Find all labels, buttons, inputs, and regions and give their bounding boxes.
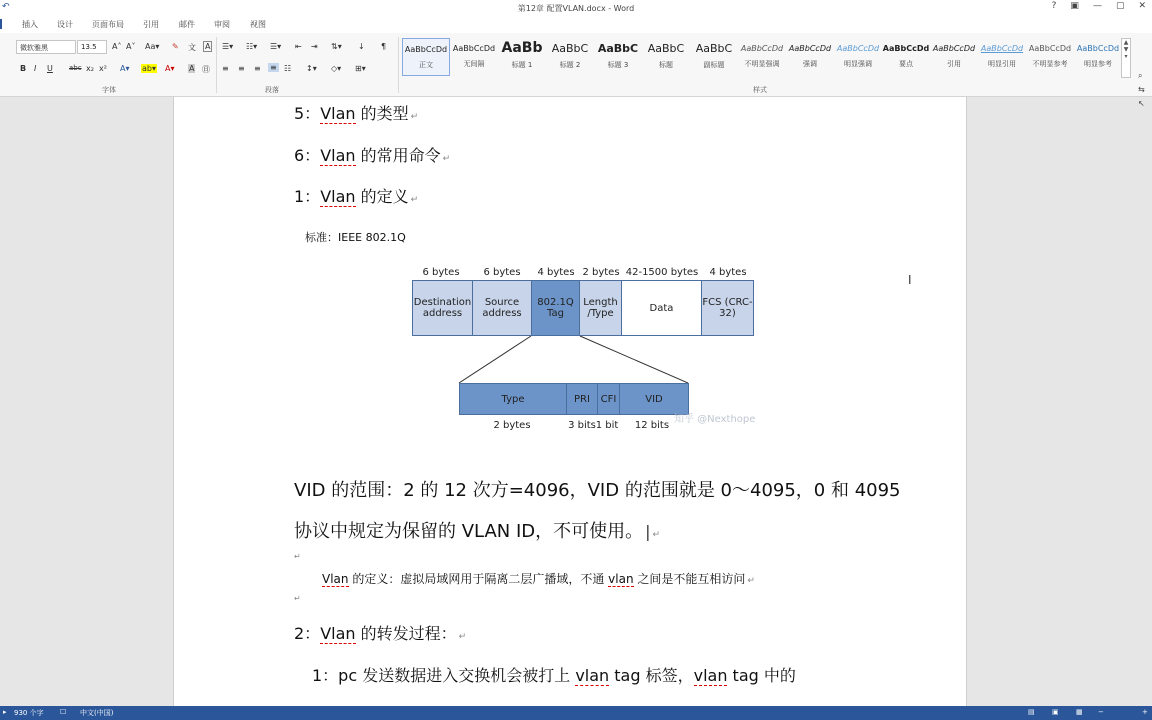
style-intense-emphasis[interactable] [834,38,882,76]
step-text: tag 中的 [727,666,796,685]
tab-insert[interactable]: 插入 [22,20,38,29]
definition-text: 的定义：虚拟局域网用于隔离二层广播域，不通 [348,572,609,586]
heading-number: 6： [294,146,321,165]
style-name: 明显参考 [1084,60,1112,68]
style-sample: AaBbCcDd [836,44,880,53]
size-label: 4 bytes [537,267,575,278]
empty-paragraph-mark: ↵ [294,594,301,603]
style-sample: AaBbC [597,42,639,55]
destination-address-cell: Destination address [412,280,473,336]
size-label: 2 bytes [493,420,531,431]
font-name-value: 微软雅黑 [20,44,48,52]
style-normal[interactable] [402,38,450,76]
style-sample: AaBbCcDd [404,45,448,54]
strikethrough-icon[interactable]: abc [69,64,82,72]
data-cell: Data [621,280,702,336]
change-case-icon[interactable]: Aa▾ [145,42,160,51]
styles-gallery [402,38,1130,78]
shrink-font-icon[interactable]: A˅ [126,42,136,51]
show-marks-icon[interactable]: ¶ [381,42,387,51]
zoom-out-icon[interactable]: − [1098,708,1104,716]
step-text: 1：pc 发送数据进入交换机会被打上 [312,666,576,685]
sort-icon[interactable]: ⇅▾ [331,42,342,51]
char-border-icon[interactable]: A [205,42,211,51]
vlan-word: Vlan [320,624,356,643]
select-icon[interactable]: ↖ [1138,99,1145,108]
style-sample: AaBbC [647,42,685,55]
cfi-cell: CFI [597,383,620,415]
find-icon[interactable]: ⌕ [1138,71,1143,80]
sort-az-icon[interactable]: ↓ [358,42,365,51]
text-effects-icon[interactable]: A▾ [120,64,130,73]
style-emphasis[interactable] [786,38,834,76]
style-subtle-emphasis[interactable] [738,38,786,76]
style-sample: AaBb [501,40,543,56]
group-paragraph-label: 段落 [265,86,279,94]
underline-icon[interactable]: U [47,64,53,73]
vid-range-text: VID 的范围：2 的 12 次方=4096，VID 的范围就是 0～4095，0 和 4095 [294,480,901,501]
vlan-word: Vlan [322,572,349,586]
title-bar [0,0,1152,16]
heading-text: 的定义 [355,187,409,206]
standard-label: 标准：IEEE 802.1Q [305,231,406,244]
style-name: 标题 [659,61,673,69]
align-center-icon[interactable]: ≡ [238,64,245,73]
group-styles-label: 样式 [753,86,767,94]
tab-layout[interactable]: 页面布局 [92,20,124,29]
vlan-word: vlan [608,572,634,586]
tag-cell: 802.1Q Tag [531,280,580,336]
style-name: 强调 [803,60,817,68]
paragraph-mark-icon: ↵ [652,530,661,540]
style-sample: AaBbCcDd [1028,44,1072,53]
vid-reserved-text [294,517,660,543]
style-intense-reference[interactable] [1074,38,1122,76]
status-bar [0,706,1152,720]
paragraph-mark-icon: ↵ [442,154,451,164]
italic-icon[interactable]: I [34,64,37,73]
style-name: 标题 2 [559,61,581,69]
borders-icon[interactable]: ⊞▾ [355,64,366,73]
heading-text: 的类型 [355,104,409,123]
subscript-icon[interactable]: x₂ [86,64,94,73]
tab-view[interactable]: 视图 [250,20,266,29]
vlan-definition [322,570,755,587]
style-name: 正文 [419,61,433,69]
type-cell: Type [459,383,567,415]
read-mode-icon[interactable]: ▤ [1028,708,1035,716]
file-tab-marker[interactable] [0,19,8,29]
grow-font-icon[interactable]: A˄ [112,42,122,51]
numbering-icon[interactable]: ☷▾ [246,42,258,51]
vlan-word: Vlan [320,104,356,123]
size-label: 1 bit [595,420,619,431]
clear-format-icon[interactable]: ✎ [172,42,179,51]
bold-icon[interactable]: B [20,64,27,73]
decrease-indent-icon[interactable]: ⇤ [295,42,302,51]
replace-icon[interactable]: ⇆ [1138,85,1145,94]
editing-tools [1138,69,1145,111]
justify-icon[interactable]: ≡ [270,63,277,72]
style-sample: AaBbCcDd [788,44,832,53]
style-sample: AaBbC [695,42,733,55]
vid-reserved-sentence: 协议中规定为保留的 VLAN ID，不可使用。 [294,521,644,542]
style-name: 无间隔 [463,60,485,68]
style-no-spacing[interactable] [450,38,498,76]
word-count[interactable]: 930 个字 [14,709,44,717]
proofing-icon[interactable]: ☐ [60,708,67,716]
separator [216,37,217,93]
heading-number: 2： [294,624,321,643]
style-sample: AaBbCcDd [740,44,784,53]
heading-2 [294,621,466,644]
tab-mailings[interactable]: 邮件 [179,20,195,29]
minimize-button[interactable]: — [1092,1,1102,11]
enclose-char-icon[interactable]: ㊐ [202,65,210,74]
heading-6 [294,143,450,166]
font-size-value: 13.5 [81,43,97,51]
highlight-icon[interactable]: ab▾ [142,64,156,73]
style-name: 不明显参考 [1032,60,1068,68]
zoom-line-right [580,336,688,383]
source-address-cell: Source address [472,280,532,336]
style-name: 明显强调 [844,60,872,68]
style-sample: AaBbC [551,42,589,55]
align-right-icon[interactable]: ≡ [254,64,261,73]
style-subtle-reference[interactable] [1026,38,1074,76]
window-title: 第12章 配置VLAN.docx - Word [517,4,635,13]
heading-text: 的转发过程： [355,624,457,643]
zoom-line-left [459,336,531,383]
shading-icon[interactable]: ◇▾ [331,64,342,73]
size-label: 4 bytes [709,267,747,278]
styles-scroll[interactable]: ▲ ▼ ▾ [1121,38,1131,78]
print-layout-icon[interactable]: ▣ [1052,708,1059,716]
ribbon-tabs [0,16,1152,33]
phonetic-icon[interactable]: 文 [188,43,196,52]
style-sample: AaBbCcDd [980,44,1024,53]
web-layout-icon[interactable]: ▦ [1076,708,1083,716]
maximize-button[interactable]: ▢ [1115,1,1125,11]
zoom-in-icon[interactable]: + [1142,708,1148,716]
paragraph-mark-icon: ↵ [410,195,419,205]
close-button[interactable]: ✕ [1138,1,1146,11]
style-heading-2[interactable] [546,38,594,76]
heading-number: 1： [294,187,321,206]
vlan-word: vlan [693,666,728,685]
help-button[interactable]: ? [1051,1,1057,11]
increase-indent-icon[interactable]: ⇥ [311,42,318,51]
style-title[interactable] [642,38,690,76]
multilevel-list-icon[interactable]: ☰▾ [270,42,282,51]
vlan-word: Vlan [320,146,356,165]
size-label: 3 bits [568,420,596,431]
style-name: 引用 [947,60,961,68]
vlan-word: vlan [575,666,610,685]
vid-cell: VID [619,383,689,415]
style-intense-quote[interactable] [978,38,1026,76]
font-size-select[interactable] [77,40,107,54]
tab-references[interactable]: 引用 [143,20,159,29]
paragraph-mark-icon: ↵ [458,632,467,642]
bullets-icon[interactable]: ☰▾ [222,42,234,51]
window-controls [1052,1,1146,11]
font-color-icon[interactable]: A▾ [165,64,175,73]
heading-number: 5： [294,104,321,123]
tab-design[interactable]: 设计 [57,20,73,29]
distributed-icon[interactable]: ☷ [284,64,292,73]
watermark: 知乎 @Nexthope [674,414,756,425]
text-cursor-icon: | [645,522,651,541]
page-icon[interactable]: ▸ [3,708,7,716]
vlan-word: Vlan [320,187,356,206]
heading-1 [294,184,418,207]
heading-5 [294,101,418,124]
size-label: 6 bytes [483,267,521,278]
pri-cell: PRI [566,383,598,415]
style-sample: AaBbCcDd [932,44,976,53]
style-sample: AaBbCcDd [1076,44,1120,53]
style-name: 要点 [899,60,913,68]
fcs-cell: FCS (CRC-32) [701,280,754,336]
frame-diagram [412,262,762,442]
superscript-icon[interactable]: x² [99,64,107,73]
language-label[interactable]: 中文(中国) [80,709,114,717]
empty-paragraph-mark: ↵ [294,552,301,561]
style-name: 明显引用 [988,60,1016,68]
mouse-cursor-icon: I [908,273,912,287]
ribbon-display-button[interactable]: ▣ [1070,1,1079,11]
style-heading-3[interactable] [594,38,642,76]
separator [398,37,399,93]
style-name: 标题 3 [607,61,629,69]
paragraph-mark-icon: ↵ [747,576,755,586]
style-sample: AaBbCcDd [882,44,930,53]
size-label: 6 bytes [422,267,460,278]
size-label: 42-1500 bytes [625,267,699,278]
style-name: 不明显强调 [744,60,780,68]
step-text: tag 标签， [609,666,694,685]
ribbon [0,33,1152,108]
size-label: 2 bytes [582,267,620,278]
size-label: 12 bits [634,420,670,431]
definition-text: 之间是不能互相访问 [633,572,746,586]
line-spacing-icon[interactable]: ↕▾ [306,64,317,73]
style-sample: AaBbCcDd [452,44,496,53]
style-name: 副标题 [703,61,725,69]
paragraph-mark-icon: ↵ [410,112,419,122]
group-font-label: 字体 [102,86,116,94]
style-quote[interactable] [930,38,978,76]
char-shading-icon[interactable]: A [189,64,195,73]
style-strong[interactable] [882,38,930,76]
tab-review[interactable]: 审阅 [214,20,230,29]
heading-text: 的常用命令 [355,146,441,165]
style-name: 标题 1 [511,61,533,69]
back-icon[interactable]: ↶ [2,2,10,12]
style-heading-1[interactable] [498,38,546,76]
font-name-select[interactable] [16,40,76,54]
length-type-cell: Length /Type [579,280,622,336]
align-left-icon[interactable]: ≡ [222,64,229,73]
step-1 [312,663,796,686]
style-subtitle[interactable] [690,38,738,76]
